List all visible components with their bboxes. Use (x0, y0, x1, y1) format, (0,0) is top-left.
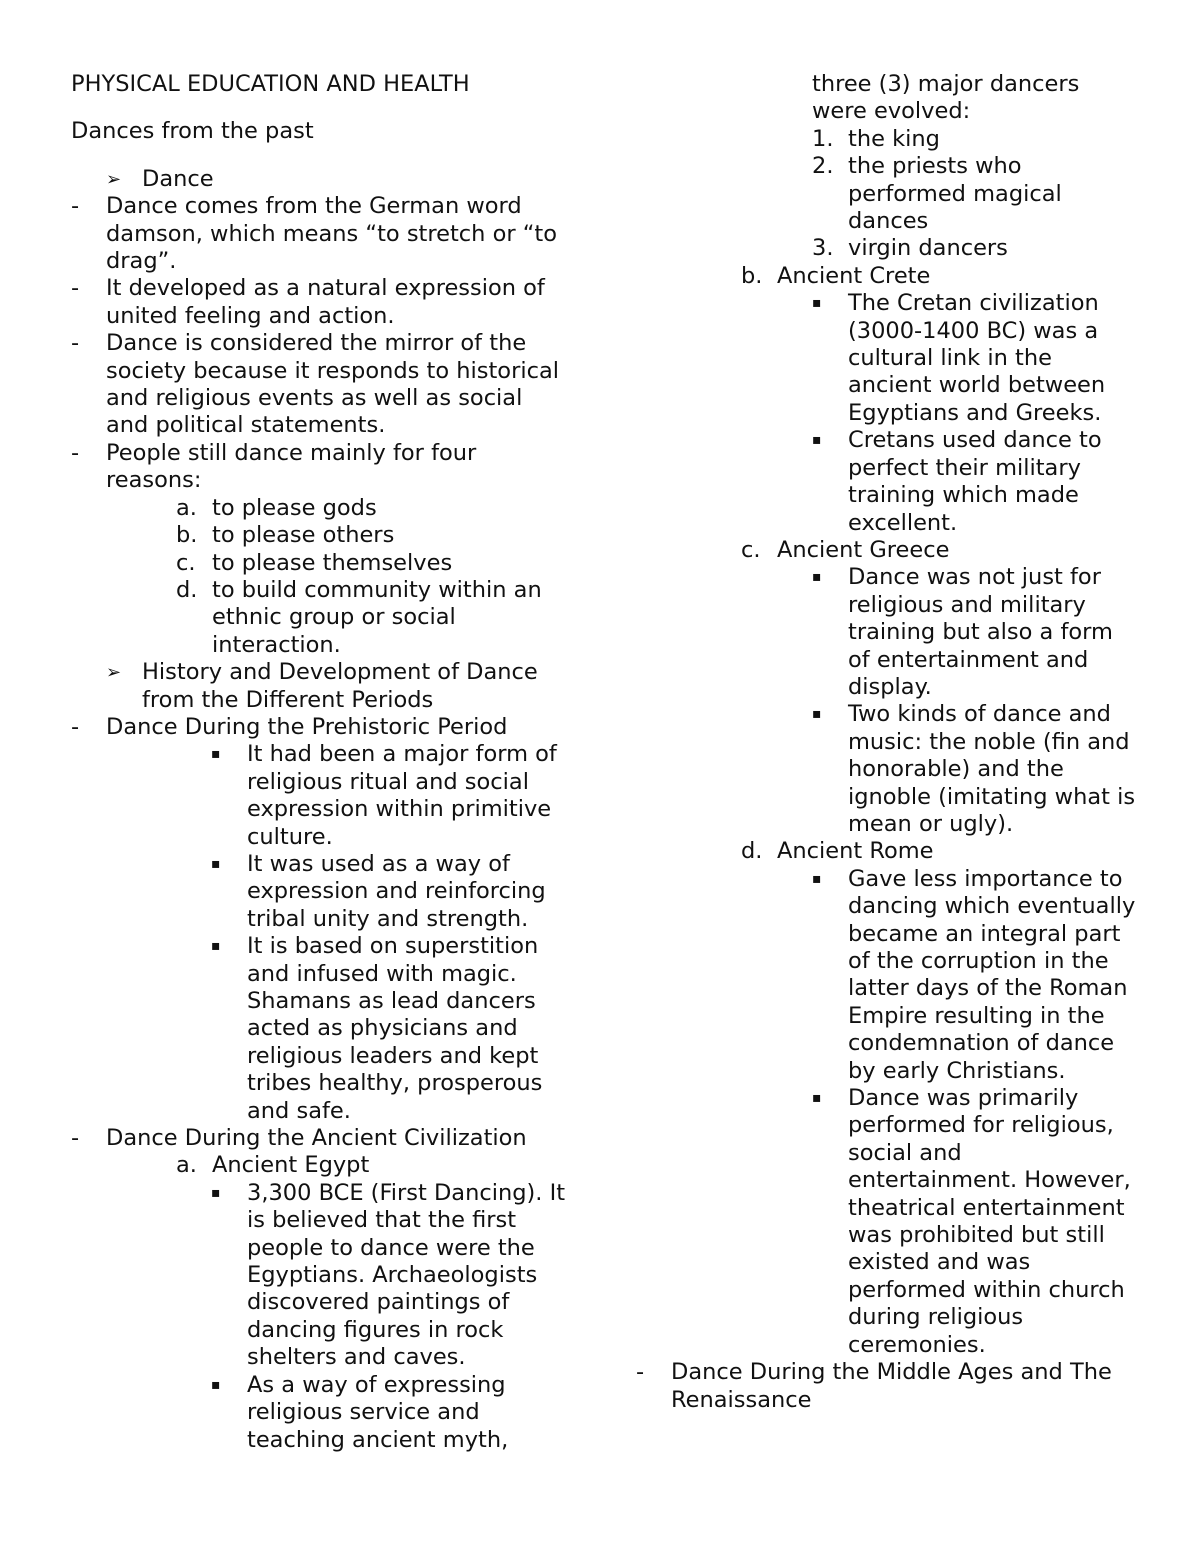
list-item-text: Dance (142, 165, 214, 192)
letter-marker: d. (176, 576, 198, 603)
square-bullet-icon: ▪ (812, 1090, 822, 1107)
dash-bullet: - (71, 330, 80, 357)
list-item-text: People still dance mainly for four reasons: (106, 439, 477, 494)
list-item-text: Two kinds of dance and music: the noble (fin and honorable) and the ignoble (imitating what is mean or ugly). (848, 701, 1136, 837)
dash-bullet: - (636, 1359, 645, 1386)
list-item-text: Gave less importance to dancing which eventually became an integral part of the corruption in the latter days of the Roman Empire resulting in the condemnation of dance by early Christians. (848, 865, 1136, 1084)
list-item (71, 1152, 571, 1179)
letter-marker: c. (176, 549, 196, 576)
list-item (71, 1372, 571, 1454)
list-item (636, 838, 1136, 865)
list-item (636, 537, 1136, 564)
list-item (71, 577, 571, 659)
list-item (636, 1085, 1136, 1359)
list-item (636, 263, 1136, 290)
list-item-text: Dance comes from the German word damson, which means “to stretch or “to drag”. (106, 193, 557, 275)
list-item-text: the king (848, 125, 940, 152)
dash-bullet: - (71, 1125, 80, 1152)
list-item (71, 741, 571, 851)
list-item-text: Ancient Crete (777, 262, 931, 289)
list-item (636, 235, 1136, 262)
list-item-text: Dance During the Prehistoric Period (106, 713, 508, 740)
list-item-text: Cretans used dance to perfect their military training which made excellent. (848, 427, 1102, 536)
list-item-text: History and Development of Dance from the Different Periods (142, 659, 538, 713)
right-column (636, 71, 1136, 1414)
list-item (71, 522, 571, 549)
document-title: PHYSICAL EDUCATION AND HEALTH (71, 71, 470, 97)
list-item (71, 330, 571, 440)
letter-marker: a. (176, 1152, 197, 1179)
list-item-text: Ancient Greece (777, 536, 950, 563)
letter-marker: d. (741, 838, 763, 865)
list-item (636, 701, 1136, 838)
square-bullet-icon: ▪ (211, 746, 221, 763)
list-item (636, 1359, 1136, 1414)
list-item (71, 659, 571, 714)
list-item-text: It developed as a natural expression of united feeling and action. (106, 275, 545, 329)
left-column (71, 71, 571, 1454)
list-item (71, 933, 571, 1125)
letter-marker: b. (176, 522, 198, 549)
list-item (636, 290, 1136, 427)
list-item (71, 550, 571, 577)
list-item-text: 3,300 BCE (First Dancing). It is believed that the first people to dance were the Egyptians. Archaeologists discovered paintings of dancing figures in rock shelters and caves. (247, 1179, 566, 1371)
list-item (636, 866, 1136, 1085)
list-item (71, 166, 571, 193)
list-item-text: Dance was primarily performed for religious, social and entertainment. However, theatrical entertainment was prohibited but still existed and was performed within church during religious ceremonies. (848, 1085, 1131, 1358)
list-item-text: As a way of expressing religious service and teaching ancient myth, (247, 1371, 509, 1453)
number-marker: 3. (812, 235, 834, 262)
list-item (71, 275, 571, 330)
square-bullet-icon: ▪ (812, 295, 822, 312)
list-item-text: Dance During the Middle Ages and The Renaissance (671, 1359, 1112, 1413)
list-item-text: the priests who performed magical dances (848, 153, 1062, 235)
document-subtitle: Dances from the past (71, 118, 314, 145)
list-item (71, 440, 571, 495)
number-marker: 2. (812, 153, 834, 180)
list-item (71, 851, 571, 933)
number-marker: 1. (812, 125, 834, 152)
square-bullet-icon: ▪ (812, 870, 822, 887)
square-bullet-icon: ▪ (211, 1376, 221, 1393)
square-bullet-icon: ▪ (812, 569, 822, 586)
letter-marker: a. (176, 494, 197, 521)
list-item (636, 71, 1136, 126)
list-item-text: virgin dancers (848, 235, 1008, 262)
list-item-text: Dance During the Ancient Civilization (106, 1125, 527, 1152)
square-bullet-icon: ▪ (812, 432, 822, 449)
list-item (71, 193, 571, 275)
list-item (636, 427, 1136, 537)
list-item-text: to please others (212, 522, 395, 549)
list-item (636, 153, 1136, 235)
list-item-text: Dance was not just for religious and military training but also a form of entertainment and display. (848, 564, 1113, 700)
dash-bullet: - (71, 275, 80, 302)
list-item-text: three (3) major dancers were evolved: (812, 71, 1080, 125)
list-item (71, 714, 571, 741)
square-bullet-icon: ▪ (211, 855, 221, 872)
square-bullet-icon: ▪ (211, 1184, 221, 1201)
dash-bullet: - (71, 439, 80, 466)
list-item-text: The Cretan civilization (3000-1400 BC) was a cultural link in the ancient world between Egyptians and Greeks. (848, 290, 1106, 426)
square-bullet-icon: ▪ (812, 706, 822, 723)
list-item-text: Dance is considered the mirror of the society because it responds to historical and religious events as well as social and political statements. (106, 330, 559, 439)
arrow-bullet-icon: ➢ (106, 662, 122, 684)
list-item-text: Ancient Rome (777, 838, 934, 865)
square-bullet-icon: ▪ (211, 938, 221, 955)
list-item (71, 495, 571, 522)
arrow-bullet-icon: ➢ (106, 168, 122, 190)
list-item-text: Ancient Egypt (212, 1152, 370, 1179)
list-item-text: It had been a major form of religious ritual and social expression within primitive culture. (247, 741, 557, 850)
list-item-text: to please gods (212, 494, 377, 521)
list-item (71, 1180, 571, 1372)
list-item (636, 564, 1136, 701)
list-item-text: to please themselves (212, 549, 453, 576)
letter-marker: b. (741, 262, 763, 289)
letter-marker: c. (741, 536, 761, 563)
list-item (71, 1125, 571, 1152)
dash-bullet: - (71, 713, 80, 740)
dash-bullet: - (71, 193, 80, 220)
list-item-text: It was used as a way of expression and reinforcing tribal unity and strength. (247, 850, 546, 932)
list-item (636, 126, 1136, 153)
list-item-text: to build community within an ethnic group or social interaction. (212, 576, 542, 658)
list-item-text: It is based on superstition and infused with magic. Shamans as lead dancers acted as physicians and religious leaders and kept tribes healthy, prosperous and safe. (247, 933, 543, 1124)
